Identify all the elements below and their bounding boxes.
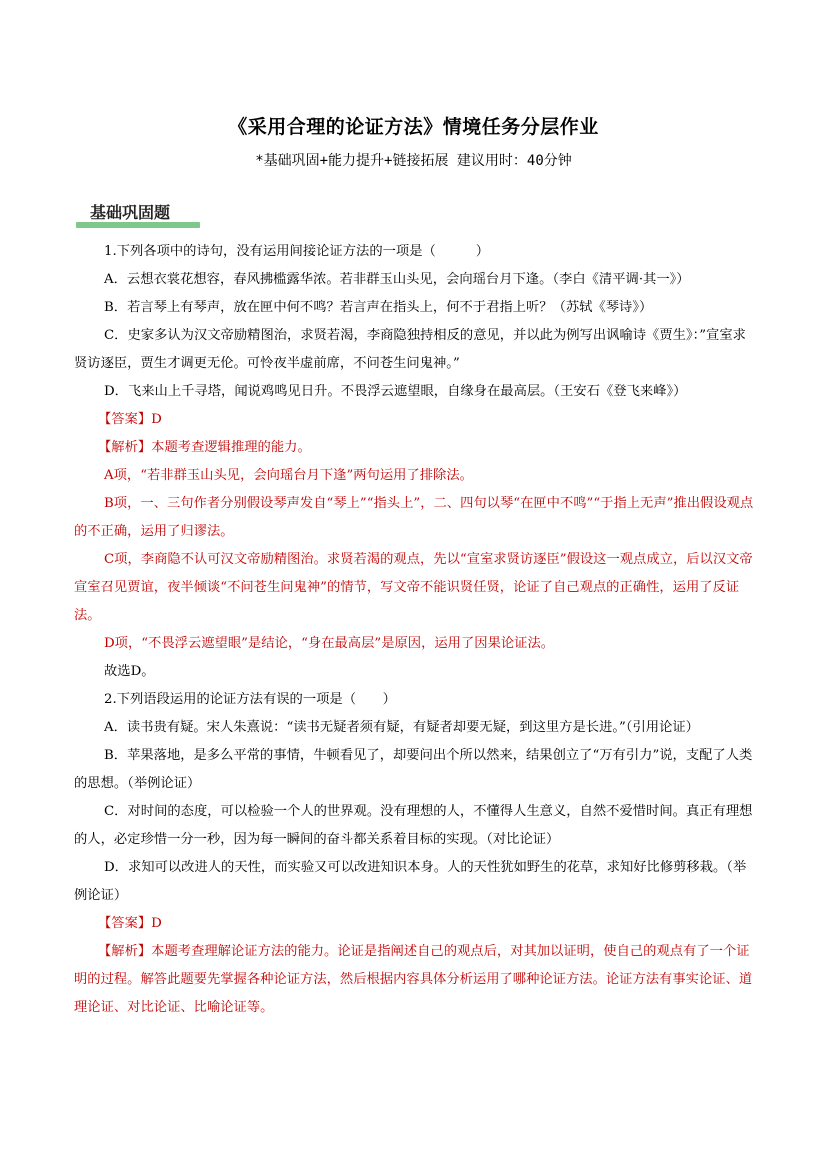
q1-explanation-c: C项，李商隐不认可汉文帝励精图治。求贤若渴的观点，先以“宣室求贤访逐臣”假设这一观点成立，后以汉文帝宣室召见贾谊，夜半倾谈“不问苍生问鬼神”的情节，写文帝不能识贤任贤，论证了自己观点的正确性，运用了反证法。 [74,552,753,623]
document-subtitle: *基础巩固+能力提升+链接拓展 建议用时：40分钟 [255,153,572,169]
q1-conclusion: 故选D。 [104,664,155,679]
q1-option-d: D．飞来山上千寻塔，闻说鸡鸣见日升。不畏浮云遮望眼，自缘身在最高层。（王安石《登飞来峰》） [104,384,687,399]
q1-explanation-b: B项，一、三句作者分别假设琴声发自“琴上”“指头上”，二、四句以琴“在匣中不鸣”“于指上无声”推出假设观点的不正确，运用了归谬法。 [74,496,754,539]
document-title: 《采用合理的论证方法》情境任务分层作业 [228,116,599,138]
q1-stem: 1.下列各项中的诗句，没有运用间接论证方法的一项是（ ） [104,244,489,259]
q1-answer: 【答案】D [98,412,162,427]
q1-analysis: 【解析】本题考查逻辑推理的能力。 [98,440,311,455]
q2-option-d: D．求知可以改进人的天性，而实验又可以改进知识本身。人的天性犹如野生的花草，求知好比修剪移栽。（举例论证） [74,860,747,903]
q1-option-c: C．史家多认为汉文帝励精图治，求贤若渴，李商隐独持相反的意见，并以此为例写出讽喻诗《贾生》：”宣室求贤访逐臣，贾生才调更无伦。可怜夜半虚前席，不问苍生问鬼神。” [74,328,746,371]
q2-analysis: 【解析】本题考查理解论证方法的能力。论证是指阐述自己的观点后，对其加以证明，使自己的观点有了一个证明的过程。解答此题要先掌握各种论证方法，然后根据内容具体分析运用了哪种论证方法。论证方法有事实论证、道理论证、对比论证、比喻论证等。 [74,944,753,1015]
q1-explanation-a: A项，“若非群玉山头见，会向瑶台月下逢”两句运用了排除法。 [104,468,473,483]
q1-option-b: B．若言琴上有琴声，放在匣中何不鸣？若言声在指头上，何不于君指上听？（苏轼《琴诗》） [104,300,653,315]
q2-option-b: B．苹果落地，是多么平常的事情，牛顿看见了，却要问出个所以然来，结果创立了“万有引力”说，支配了人类的思想。（举例论证） [74,748,753,791]
q1-option-a: A．云想衣裳花想容，春风拂槛露华浓。若非群玉山头见，会向瑶台月下逢。（李白《清平调·其一》） [104,272,690,287]
document-body [74,238,754,1022]
section-heading [76,196,200,228]
section-heading-label: 基础巩固题 [90,203,171,222]
q2-option-c: C．对时间的态度，可以检验一个人的世界观。没有理想的人，不懂得人生意义，自然不爱惜时间。真正有理想的人，必定珍惜一分一秒，因为每一瞬间的奋斗都关系着目标的实现。（对比论证） [74,804,753,847]
q2-stem: 2.下列语段运用的论证方法有误的一项是（ ） [104,692,396,707]
q1-explanation-d: D项，“不畏浮云遮望眼”是结论，“身在最高层”是原因，运用了因果论证法。 [104,636,555,651]
q2-option-a: A．读书贵有疑。宋人朱熹说：“读书无疑者须有疑，有疑者却要无疑，到这里方是长进。”（引用论证） [104,720,699,735]
q2-answer: 【答案】D [98,916,162,931]
